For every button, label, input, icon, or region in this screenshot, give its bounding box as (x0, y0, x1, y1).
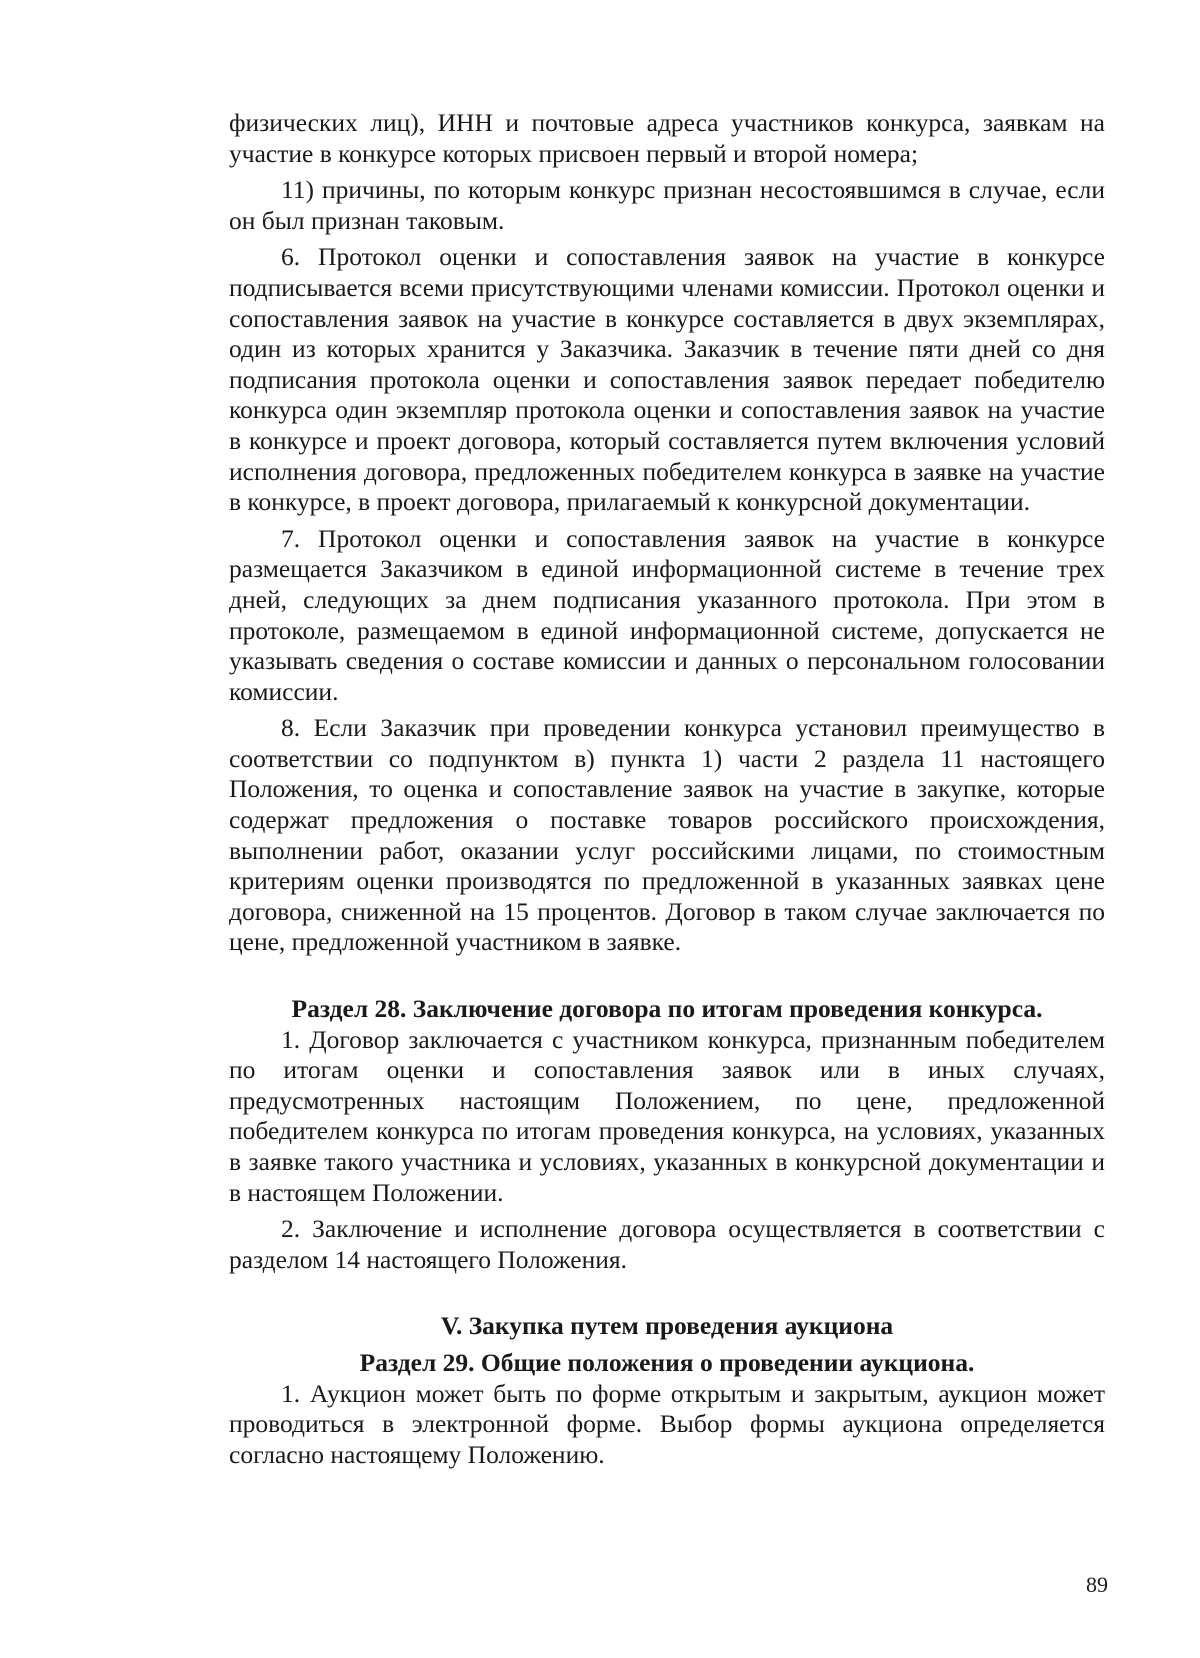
document-body (229, 108, 1105, 1476)
paragraph-item-11: 11) причины, по которым конкурс признан несостоявшимся в случае, если он был признан таковым. (229, 175, 1105, 235)
section-29-heading: Раздел 29. Общие положения о проведении аукциона. (359, 1347, 975, 1377)
paragraph-clause-7: 7. Протокол оценки и сопоставления заявок на участие в конкурсе размещается Заказчиком в единой информационной системе в течение трех дней, следующих за днем подписания указанного протокола. При этом в протоколе, размещаемом в единой информационной системе, допускается не указывать сведения о составе комиссии и данных о персональном голосовании комиссии. (229, 523, 1105, 706)
section-29-clause-1: 1. Аукцион может быть по форме открытым и закрытым, аукцион может проводиться в электронной форме. Выбор формы аукциона определяется согласно настоящему Положению. (229, 1378, 1105, 1469)
page-number: 89 (1086, 1572, 1108, 1597)
paragraph-participants-continuation: физических лиц), ИНН и почтовые адреса участников конкурса, заявкам на участие в конкурсе которых присвоен первый и второй номера; (229, 108, 1105, 168)
section-28-heading: Раздел 28. Заключение договора по итогам проведения конкурса. (291, 994, 1043, 1024)
section-28-clause-1: 1. Договор заключается с участником конкурса, признанным победителем по итогам оценки и сопоставления заявок или в иных случаях, предусмотренных настоящим Положением, по цене, предложенной победителем конкурса по итогам проведения конкурса, на условиях, указанных в заявке такого участника и условиях, указанных в конкурсной документации и в настоящем Положении. (229, 1024, 1105, 1207)
chapter-heading: V. Закупка путем проведения аукциона (440, 1311, 894, 1341)
section-28-clause-2: 2. Заключение и исполнение договора осуществляется в соответствии с разделом 14 настоящего Положения. (229, 1214, 1105, 1274)
paragraph-clause-8: 8. Если Заказчик при проведении конкурса установил преимущество в соответствии со подпунктом в) пункта 1) части 2 раздела 11 настоящего Положения, то оценка и сопоставление заявок на участие в закупке, которые содержат предложения о поставке товаров российского происхождения, выполнении работ, оказании услуг российскими лицами, по стоимостным критериям оценки производятся по предложенной в указанных заявках цене договора, сниженной на 15 процентов. Договор в таком случае заключается по цене, предложенной участником в заявке. (229, 713, 1105, 957)
paragraph-clause-6: 6. Протокол оценки и сопоставления заявок на участие в конкурсе подписывается всеми присутствующими членами комиссии. Протокол оценки и сопоставления заявок на участие в конкурсе составляется в двух экземплярах, один из которых хранится у Заказчика. Заказчик в течение пяти дней со дня подписания протокола оценки и сопоставления заявок передает победителю конкурса один экземпляр протокола оценки и сопоставления заявок на участие в конкурсе и проект договора, который составляется путем включения условий исполнения договора, предложенных победителем конкурса в заявке на участие в конкурсе, в проект договора, прилагаемый к конкурсной документации. (229, 242, 1105, 517)
